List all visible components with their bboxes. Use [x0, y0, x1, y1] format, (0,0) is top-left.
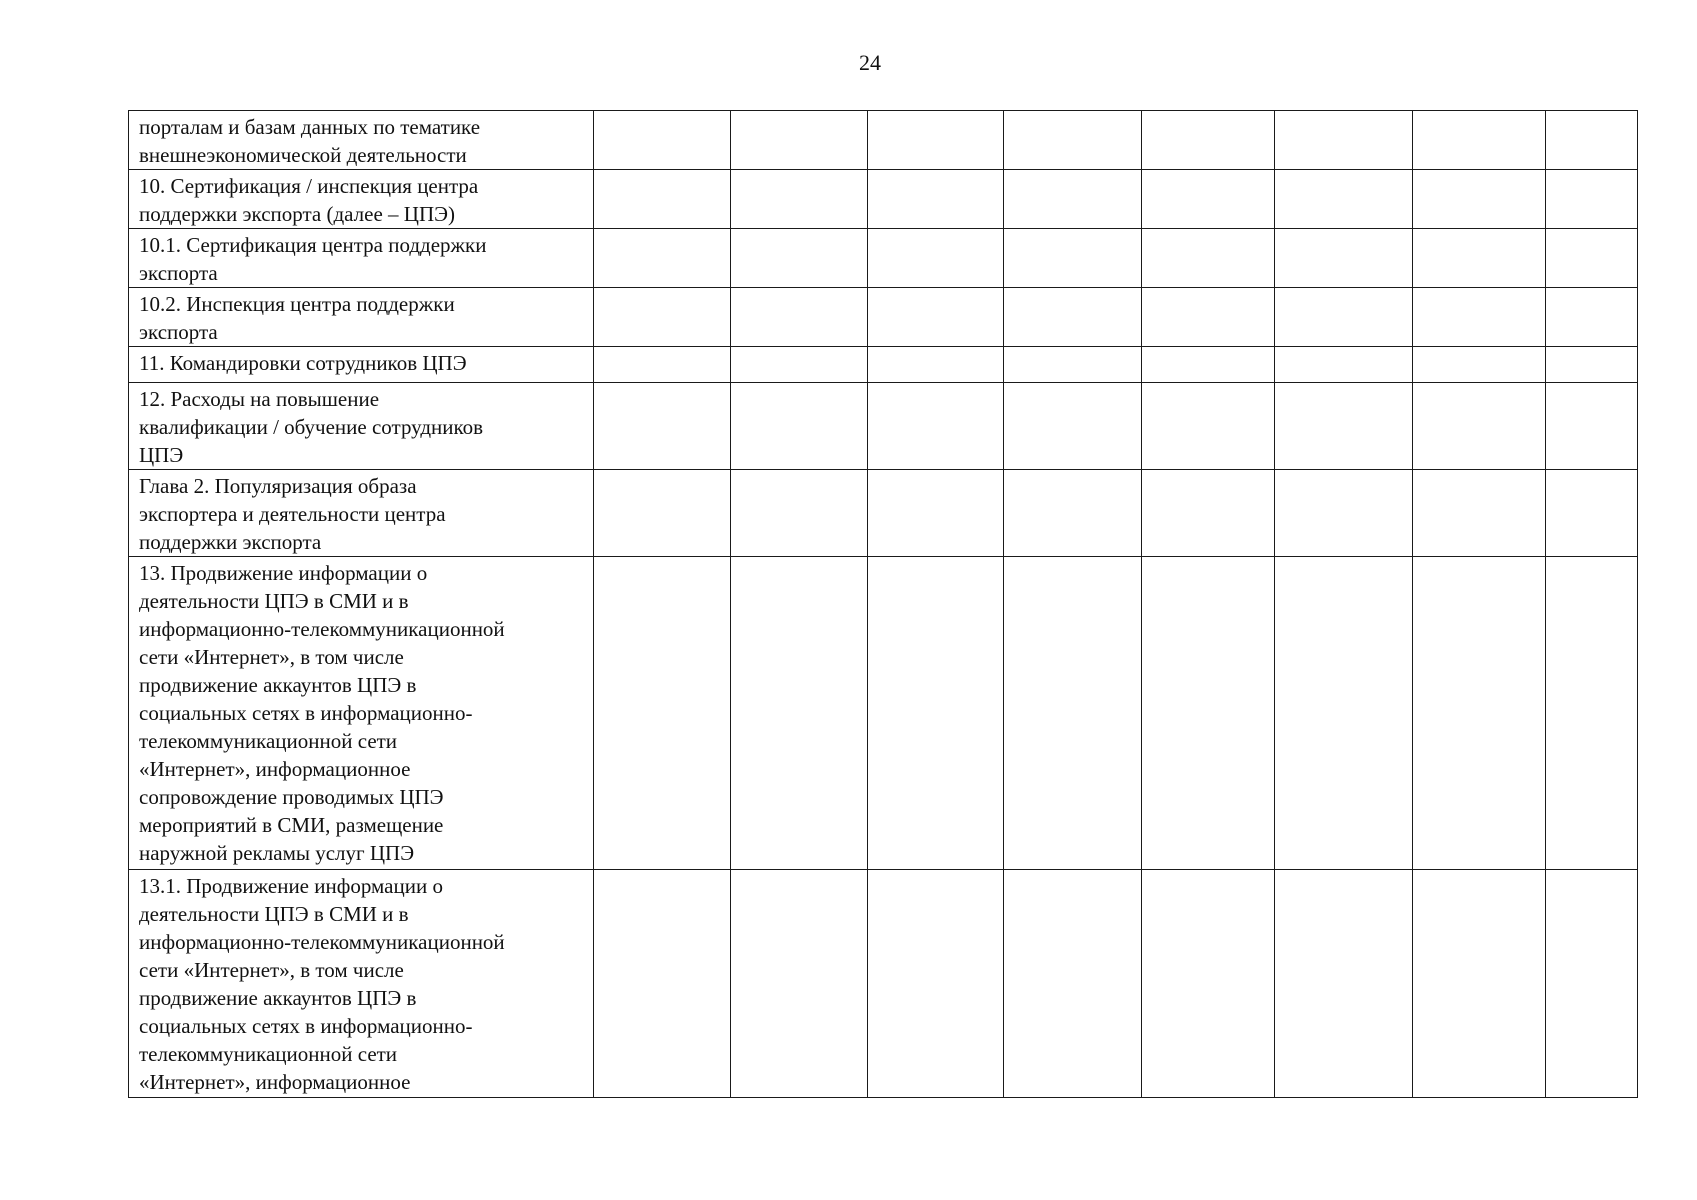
- row-label-cell: [129, 170, 594, 229]
- empty-value-cell: [1546, 347, 1638, 383]
- row-label-line: 12. Расходы на повышение: [139, 387, 380, 411]
- empty-value-cell: [1546, 470, 1638, 557]
- row-label-line: квалификации / обучение сотрудников: [139, 415, 484, 439]
- row-label-line: 13.1. Продвижение информации о: [139, 874, 443, 898]
- empty-value-cell: [1004, 347, 1142, 383]
- empty-value-cell: [1413, 557, 1546, 870]
- empty-value-cell: [1413, 347, 1546, 383]
- empty-value-cell: [1004, 870, 1142, 1098]
- empty-value-cell: [1004, 557, 1142, 870]
- empty-value-cell: [731, 557, 868, 870]
- empty-value-cell: [1142, 557, 1275, 870]
- table-row: [129, 288, 1638, 347]
- row-label-line: «Интернет», информационное: [139, 1070, 411, 1094]
- empty-value-cell: [594, 288, 731, 347]
- empty-value-cell: [1142, 229, 1275, 288]
- empty-value-cell: [1546, 288, 1638, 347]
- row-label-line: экспорта: [139, 261, 218, 285]
- empty-value-cell: [731, 111, 868, 170]
- empty-value-cell: [594, 347, 731, 383]
- row-label-cell: [129, 288, 594, 347]
- row-label-line: экспортера и деятельности центра: [139, 502, 446, 526]
- row-label-line: поддержки экспорта: [139, 530, 322, 554]
- empty-value-cell: [1413, 111, 1546, 170]
- empty-value-cell: [594, 383, 731, 470]
- row-label-line: экспорта: [139, 320, 218, 344]
- empty-value-cell: [1142, 288, 1275, 347]
- page-number: 24: [859, 50, 881, 75]
- empty-value-cell: [594, 870, 731, 1098]
- empty-value-cell: [1546, 170, 1638, 229]
- row-label-line: продвижение аккаунтов ЦПЭ в: [139, 986, 417, 1010]
- table-row: [129, 870, 1638, 1098]
- empty-value-cell: [1546, 557, 1638, 870]
- row-label-line: 11. Командировки сотрудников ЦПЭ: [139, 351, 467, 375]
- empty-value-cell: [1413, 170, 1546, 229]
- empty-value-cell: [594, 170, 731, 229]
- empty-value-cell: [1004, 470, 1142, 557]
- row-label-cell: [129, 229, 594, 288]
- empty-value-cell: [1546, 111, 1638, 170]
- table-row: [129, 557, 1638, 870]
- row-label-line: наружной рекламы услуг ЦПЭ: [139, 841, 415, 865]
- empty-value-cell: [1275, 170, 1413, 229]
- empty-value-cell: [1546, 870, 1638, 1098]
- empty-value-cell: [1413, 383, 1546, 470]
- empty-value-cell: [1275, 111, 1413, 170]
- row-label-cell: [129, 470, 594, 557]
- table-row: [129, 383, 1638, 470]
- empty-value-cell: [594, 470, 731, 557]
- empty-value-cell: [731, 870, 868, 1098]
- row-label-line: социальных сетях в информационно-: [139, 701, 473, 725]
- empty-value-cell: [1142, 170, 1275, 229]
- empty-value-cell: [1142, 383, 1275, 470]
- row-label-line: социальных сетях в информационно-: [139, 1014, 473, 1038]
- row-label-line: информационно-телекоммуникационной: [139, 617, 505, 641]
- empty-value-cell: [731, 170, 868, 229]
- row-label-line: информационно-телекоммуникационной: [139, 930, 505, 954]
- table-row: [129, 229, 1638, 288]
- empty-value-cell: [1275, 870, 1413, 1098]
- row-label-line: поддержки экспорта (далее – ЦПЭ): [139, 202, 455, 226]
- empty-value-cell: [1004, 288, 1142, 347]
- empty-value-cell: [1142, 347, 1275, 383]
- row-label-line: мероприятий в СМИ, размещение: [139, 813, 444, 837]
- empty-value-cell: [868, 111, 1004, 170]
- empty-value-cell: [868, 870, 1004, 1098]
- empty-value-cell: [1004, 170, 1142, 229]
- row-label-line: деятельности ЦПЭ в СМИ и в: [139, 902, 409, 926]
- empty-value-cell: [731, 347, 868, 383]
- empty-value-cell: [1275, 557, 1413, 870]
- row-label-cell: [129, 111, 594, 170]
- row-label-line: «Интернет», информационное: [139, 757, 411, 781]
- empty-value-cell: [731, 229, 868, 288]
- row-label-line: телекоммуникационной сети: [139, 729, 398, 753]
- row-label-line: 13. Продвижение информации о: [139, 561, 428, 585]
- row-label-cell: [129, 557, 594, 870]
- row-label-cell: [129, 347, 594, 383]
- row-label-cell: [129, 383, 594, 470]
- row-label-line: сети «Интернет», в том числе: [139, 958, 404, 982]
- empty-value-cell: [868, 557, 1004, 870]
- table-row: [129, 470, 1638, 557]
- row-label-cell: [129, 870, 594, 1098]
- empty-value-cell: [1275, 383, 1413, 470]
- row-label-line: порталам и базам данных по тематике: [139, 115, 481, 139]
- empty-value-cell: [731, 383, 868, 470]
- empty-value-cell: [868, 470, 1004, 557]
- empty-value-cell: [1413, 870, 1546, 1098]
- table-row: [129, 170, 1638, 229]
- empty-value-cell: [1546, 229, 1638, 288]
- row-label-line: Глава 2. Популяризация образа: [139, 474, 417, 498]
- empty-value-cell: [594, 111, 731, 170]
- row-label-line: 10. Сертификация / инспекция центра: [139, 174, 479, 198]
- empty-value-cell: [594, 229, 731, 288]
- empty-value-cell: [1413, 470, 1546, 557]
- empty-value-cell: [731, 288, 868, 347]
- row-label-line: телекоммуникационной сети: [139, 1042, 398, 1066]
- row-label-line: ЦПЭ: [139, 443, 184, 467]
- empty-value-cell: [868, 229, 1004, 288]
- row-label-line: деятельности ЦПЭ в СМИ и в: [139, 589, 409, 613]
- empty-value-cell: [1142, 470, 1275, 557]
- table-row: [129, 347, 1638, 383]
- row-label-line: внешнеэкономической деятельности: [139, 143, 467, 167]
- empty-value-cell: [1275, 229, 1413, 288]
- empty-value-cell: [1546, 383, 1638, 470]
- empty-value-cell: [1275, 288, 1413, 347]
- table-row: [129, 111, 1638, 170]
- empty-value-cell: [868, 170, 1004, 229]
- empty-value-cell: [868, 347, 1004, 383]
- empty-value-cell: [731, 470, 868, 557]
- empty-value-cell: [1275, 347, 1413, 383]
- empty-value-cell: [1413, 229, 1546, 288]
- empty-value-cell: [1142, 870, 1275, 1098]
- row-label-line: 10.2. Инспекция центра поддержки: [139, 292, 455, 316]
- empty-value-cell: [594, 557, 731, 870]
- empty-value-cell: [1275, 470, 1413, 557]
- empty-value-cell: [1142, 111, 1275, 170]
- row-label-line: сопровождение проводимых ЦПЭ: [139, 785, 444, 809]
- empty-value-cell: [1004, 229, 1142, 288]
- empty-value-cell: [868, 383, 1004, 470]
- expense-table: [128, 110, 1638, 1098]
- empty-value-cell: [868, 288, 1004, 347]
- row-label-line: 10.1. Сертификация центра поддержки: [139, 233, 487, 257]
- empty-value-cell: [1413, 288, 1546, 347]
- empty-value-cell: [1004, 111, 1142, 170]
- row-label-line: сети «Интернет», в том числе: [139, 645, 404, 669]
- empty-value-cell: [1004, 383, 1142, 470]
- row-label-line: продвижение аккаунтов ЦПЭ в: [139, 673, 417, 697]
